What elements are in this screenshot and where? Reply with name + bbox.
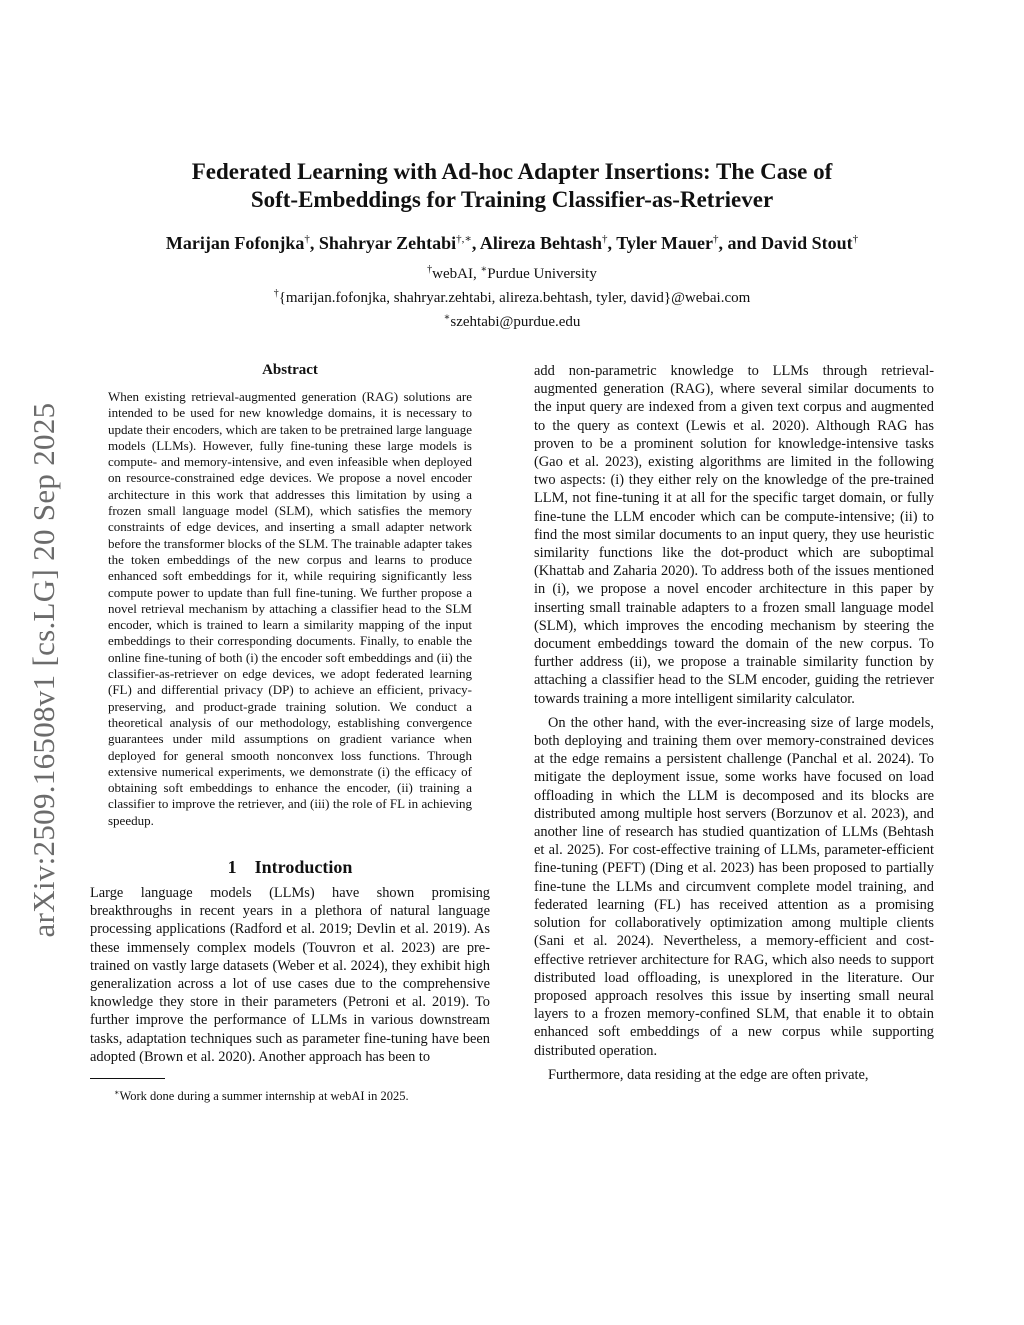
author-separator: ,	[309, 233, 319, 253]
section-heading-introduction	[90, 857, 490, 878]
affiliation-text: Purdue University	[487, 266, 597, 282]
email-text: {marijan.fofonjka, shahryar.zehtabi, alireza.behtash, tyler, david}@webai.com	[278, 290, 751, 306]
title-line-1: Federated Learning with Ad-hoc Adapter Insertions: The Case of	[191, 159, 833, 184]
affiliation-mark: ∗	[480, 264, 488, 275]
right-column	[534, 362, 934, 1084]
author-name: Shahryar Zehtabi	[318, 233, 457, 253]
affiliation-mark: †	[427, 264, 433, 275]
affiliation-mark: †	[852, 233, 859, 245]
contact-email	[120, 308, 904, 332]
affiliation-line	[120, 260, 904, 284]
paper-title	[120, 158, 904, 214]
affiliation-mark: †,∗	[456, 233, 472, 245]
affiliation-mark: †	[713, 233, 719, 245]
section-title: Introduction	[254, 857, 353, 878]
author-name: Alireza Behtash	[479, 233, 603, 253]
title-line-2: Soft-Embeddings for Training Classifier-as-Retriever	[250, 187, 774, 212]
footnote	[90, 1085, 490, 1104]
arxiv-stamp-text: arXiv:2509.16508v1 [cs.LG] 20 Sep 2025	[26, 402, 61, 938]
affiliations	[120, 260, 904, 332]
intro-paragraph-1-continued: add non-parametric knowledge to LLMs through retrieval-augmented generation (RAG), where several similar documents to the input query are indexed from a given text corpus and augmented to the query as context (Lewis et al. 2020). Although RAG has proven to be a prominent solution for knowledge-intensive tasks (Gao et al. 2023), existing algorithms are limited in the following two aspects: (i) they either rely on the knowledge of the pre-trained LLM, not fine-tuning it at all for the specific target domain, or fully fine-tune the LLM encoder which can be compute-intensive; (ii) to find the most similar documents to an input query, they use heuristic similarity functions like the dot-product which are suboptimal (Khattab and Zaharia 2020). To address both of the issues mentioned in (i), we propose a novel encoder architecture in this paper by inserting small trainable adapters to a frozen small language model (SLM), which improves the encoding mechanism by steering the document embeddings toward the domain of the new corpus. To further address (ii), we propose a trainable similarity function by attaching a classifier head to the SLM encoder, guiding the retriever towards training a more intelligent similarity calculator.	[534, 363, 934, 707]
section-number: 1	[227, 857, 237, 878]
intro-paragraph-1: Large language models (LLMs) have shown promising breakthroughs in recent years in a plethora of natural language processing applications (Radford et al. 2019; Devlin et al. 2019). As these immensely complex models (Touvron et al. 2023) are pre-trained on vastly large datasets (Weber et al. 2024), they exhibit high generalization across a lot of use cases due to the comprehensive knowledge they store in their parameters (Petroni et al. 2019). To further improve the performance of LLMs in various downstream tasks, adaptation techniques such as parameter fine-tuning have been adopted (Brown et al. 2020). Another approach has been to	[90, 885, 490, 1065]
affiliation-mark: †	[304, 233, 310, 245]
abstract-body: When existing retrieval-augmented generation (RAG) solutions are intended to be used for new knowledge domains, it is necessary to update their encoders, which are taken to be pretrained large language models (LLMs). However, fully fine-tuning these large models is compute- and memory-intensive, and even infeasible when deployed on resource-constrained edge devices. We propose a novel encoder architecture in this work that addresses this limitation by using a frozen small language model (SLM), which satisfies the memory constraints of edge devices, and inserting a small adapter network before the transformer blocks of the SLM. The trainable adapter takes the token embeddings of the new corpus and learns to produce enhanced soft embeddings for it, while requiring significantly less compute power to update than full fine-tuning. We further propose a novel retrieval mechanism by attaching a classifier head to the SLM encoder, which is trained to learn a similarity mapping of the input embeddings to their corresponding documents. Finally, to enable the online fine-tuning of both (i) the encoder soft embeddings and (ii) the classifier-as-retriever on edge devices, we adopt federated learning (FL) and differential privacy (DP) to achieve an efficient, privacy-preserving, and product-grade training solution. We conduct a theoretical analysis of our methodology, establishing convergence guarantees under mild assumptions on gradient variance when deployed for general smooth nonconvex loss functions. Through extensive numerical experiments, we demonstrate (i) the efficacy of obtaining soft embeddings to enhance the encoder, (ii) training a classifier to improve the retriever, and (iii) the role of FL in achieving speedup.	[108, 389, 472, 828]
affiliation-mark: †	[602, 233, 608, 245]
affiliation-mark: ∗	[443, 312, 451, 323]
email-text: szehtabi@purdue.edu	[450, 314, 581, 330]
abstract-heading: Abstract	[262, 362, 318, 378]
author-name: Tyler Mauer	[616, 233, 714, 253]
affiliation-mark: †	[273, 288, 279, 299]
intro-paragraph-2: On the other hand, with the ever-increasing size of large models, both deploying and training them over memory-constrained devices at the edge remains a persistent challenge (Panchal et al. 2024). To mitigate the deployment issue, some works have focused on load offloading in which the LLM is decomposed and its blocks are distributed among multiple host servers (Borzunov et al. 2023), and another line of research has studied quantization of LLMs (Behtash et al. 2025). For cost-effective training of LLMs, parameter-efficient fine-tuning (PEFT) (Ding et al. 2023) has been proposed to partially fine-tune the LLMs and circumvent complete model training, and federated learning (FL) has received attention as a promising solution for collaboratively optimization among multiple clients (Sani et al. 2024). Nevertheless, a memory-efficient and cost-effective retriever architecture for RAG, which also needs to support distributed load offloading, is unexplored in the literature. Our proposed approach resolves this issue by inserting small neural layers to a frozen memory-confined SLM, that enable it to obtain enhanced soft embeddings of a new corpus while supporting distributed operation.	[534, 714, 934, 1059]
author-separator: ,	[607, 233, 617, 253]
footnote-text: Work done during a summer internship at webAI in 2025.	[119, 1089, 409, 1104]
footnote-divider	[90, 1078, 165, 1079]
author-name: Marijan Fofonjka	[165, 233, 305, 253]
author-emails	[120, 284, 904, 308]
author-separator: , and	[718, 233, 762, 253]
arxiv-identifier-stamp	[0, 0, 90, 1325]
author-separator: ,	[471, 233, 480, 253]
left-column	[90, 362, 490, 1104]
affiliation-text: webAI,	[432, 266, 481, 282]
author-name: David Stout	[761, 233, 853, 253]
author-list	[100, 232, 924, 254]
footnote-mark: ∗	[114, 1088, 120, 1098]
intro-paragraph-3: Furthermore, data residing at the edge are often private,	[548, 1066, 869, 1083]
